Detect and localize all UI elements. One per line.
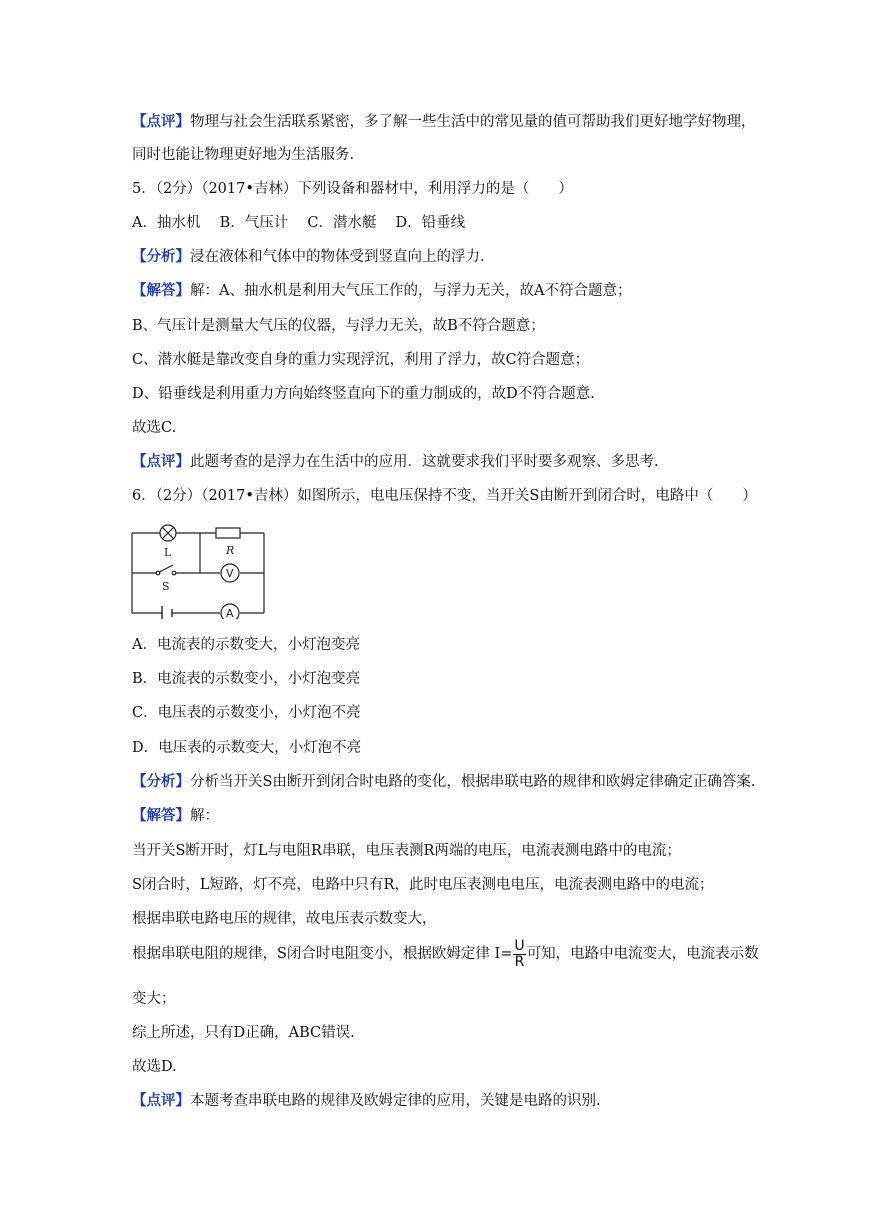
lamp-label: L: [164, 546, 172, 559]
ohm-text-before: 根据串联电阻的规律，S闭合时电阻变小，根据欧姆定律 I=: [132, 946, 513, 962]
question-6-option: B．电流表的示数变小，小灯泡变亮: [132, 671, 361, 687]
review-paragraph: [132, 112, 756, 132]
ohm-law-line: [132, 938, 759, 970]
question-6-stem: 6．（2分）（2017•吉林）如图所示，电电压保持不变，当开关S由断开到闭合时，电路中（ ）: [132, 488, 757, 504]
question-6-option: A．电流表的示数变大，小灯泡变亮: [132, 637, 360, 653]
fraction-numerator: U: [514, 937, 525, 954]
answer-line: 变大；: [132, 991, 176, 1007]
question-5-stem: 5．（2分）（2017•吉林）下列设备和器材中，利用浮力的是（ ）: [132, 181, 573, 197]
voltmeter-label: V: [226, 567, 234, 580]
ammeter-label: A: [226, 607, 234, 619]
question-5-review: [132, 452, 659, 472]
answer-line: S闭合时，L短路，灯不亮，电路中只有R，此时电压表测电电压，电流表测电路中的电流；: [132, 877, 714, 893]
resistor-symbol: [216, 528, 240, 538]
answer-text: 解：: [190, 808, 219, 824]
review-tag: 【点评】: [132, 113, 190, 130]
answer-line: 故选D.: [132, 1059, 177, 1075]
lamp-symbol: [160, 525, 176, 541]
answer-line: C、潜水艇是靠改变自身的重力实现浮沉，利用了浮力，故C符合题意；: [132, 352, 590, 368]
question-6-answer: [132, 806, 219, 826]
question-5-answer: [132, 281, 631, 301]
review-tag: 【点评】: [132, 453, 190, 470]
fraction-denominator: R: [514, 953, 525, 970]
question-6-analysis: [132, 772, 756, 792]
answer-line: 根据串联电路电压的规律，故电压表示数变大，: [132, 911, 437, 927]
analysis-text: 分析当开关S由断开到闭合时电路的变化，根据串联电路的规律和欧姆定律确定正确答案.: [190, 774, 756, 790]
answer-line: D、铅垂线是利用重力方向始终竖直向下的重力制成的，故D不符合题意.: [132, 386, 595, 402]
voltmeter-symbol: [221, 564, 239, 582]
question-6-option: C．电压表的示数变小，小灯泡不亮: [132, 705, 361, 721]
question-6-option: D．电压表的示数变大，小灯泡不亮: [132, 740, 362, 756]
answer-tag: 【解答】: [132, 807, 190, 824]
review-text: 本题考查串联电路的规律及欧姆定律的应用，关键是电路的识别.: [190, 1093, 601, 1109]
analysis-tag: 【分析】: [132, 773, 190, 790]
ohm-fraction: [513, 939, 525, 970]
analysis-text: 浸在液体和气体中的物体受到竖直向上的浮力.: [190, 249, 485, 265]
question-6-review: [132, 1091, 601, 1111]
analysis-tag: 【分析】: [132, 248, 190, 265]
answer-line: 故选C.: [132, 420, 177, 436]
switch-label: S: [162, 580, 170, 593]
question-5-analysis: [132, 247, 485, 267]
circuit-diagram: [128, 519, 268, 619]
answer-line: B、气压计是测量大气压的仪器，与浮力无关，故B不符合题意；: [132, 318, 545, 334]
switch-symbol: [156, 565, 176, 575]
answer-line: 当开关S断开时，灯L与电阻R串联，电压表测R两端的电压，电流表测电路中的电流；: [132, 843, 681, 859]
battery-symbol: [162, 606, 172, 619]
review-text: 此题考查的是浮力在生活中的应用．这就要求我们平时要多观察、多思考.: [190, 454, 659, 470]
review-text: 物理与社会生活联系紧密，多了解一些生活中的常见量的值可帮助我们更好地学好物理，: [190, 114, 756, 130]
answer-line: 综上所述，只有D正确，ABC错误.: [132, 1025, 355, 1041]
review-tag: 【点评】: [132, 1092, 190, 1109]
answer-tag: 【解答】: [132, 282, 190, 299]
question-5-options: A．抽水机 B．气压计 C．潜水艇 D．铅垂线: [132, 215, 466, 231]
ohm-text-after: 可知，电路中电流变大，电流表示数: [526, 946, 759, 962]
review-paragraph-cont: 同时也能让物理更好地为生活服务.: [132, 147, 355, 163]
answer-text: 解：A、抽水机是利用大气压工作的，与浮力无关，故A不符合题意；: [190, 283, 632, 299]
ammeter-symbol: [221, 604, 239, 619]
resistor-label: R: [226, 544, 235, 557]
